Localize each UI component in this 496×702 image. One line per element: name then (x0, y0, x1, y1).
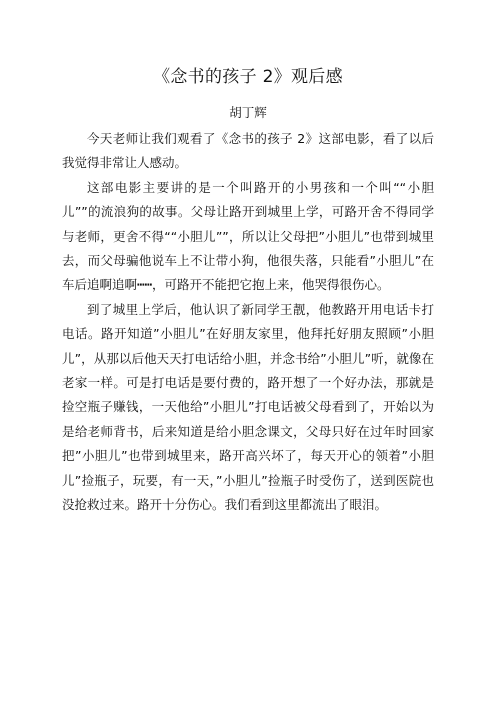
paragraph-story: 这部电影主要讲的是一个叫路开的小男孩和一个叫““小胆儿””的流浪狗的故事。父母让路开到城里上学，可路开舍不得同学与老师，更舍不得““小胆儿””，所以让父母把”小胆儿”也带到城里去，而父母骗他说车上不让带小狗，他很失落，只能看”小胆儿”在车后追啊追啊┅┅，可路开不能把它抱上来，他哭得很伤心。 (62, 179, 434, 293)
paragraph-city: 到了城里上学后，他认识了新同学王靓，他教路开用电话卡打电话。路开知道”小胆儿”在好朋友家里，他拜托好朋友照顾”小胆儿”，从那以后他天天打电话给小胆，并念书给”小胆儿”听，就像在老家一样。可是打电话是要付费的，路开想了一个好办法，那就是捡空瓶子赚钱，一天他给”小胆儿”打电话被父母看到了，开始以为是给老师背书，后来知道是给小胆念课文，父母只好在过年时回家把”小胆儿”也带到城里来，路开高兴坏了，每天开心的领着”小胆儿”捡瓶子，玩要，有一天，”小胆儿”捡瓶子时受伤了，送到医院也没抢救过来。路开十分伤心。我们看到这里都流出了眼泪。 (62, 301, 434, 513)
paragraph-intro: 今天老师让我们观看了《念书的孩子 2》这部电影，看了以后我觉得非常让人感动。 (62, 131, 434, 171)
document-title: 《念书的孩子 2》观后感 (153, 67, 343, 87)
document-body (62, 127, 434, 518)
author-name: 胡丁辉 (229, 105, 267, 120)
